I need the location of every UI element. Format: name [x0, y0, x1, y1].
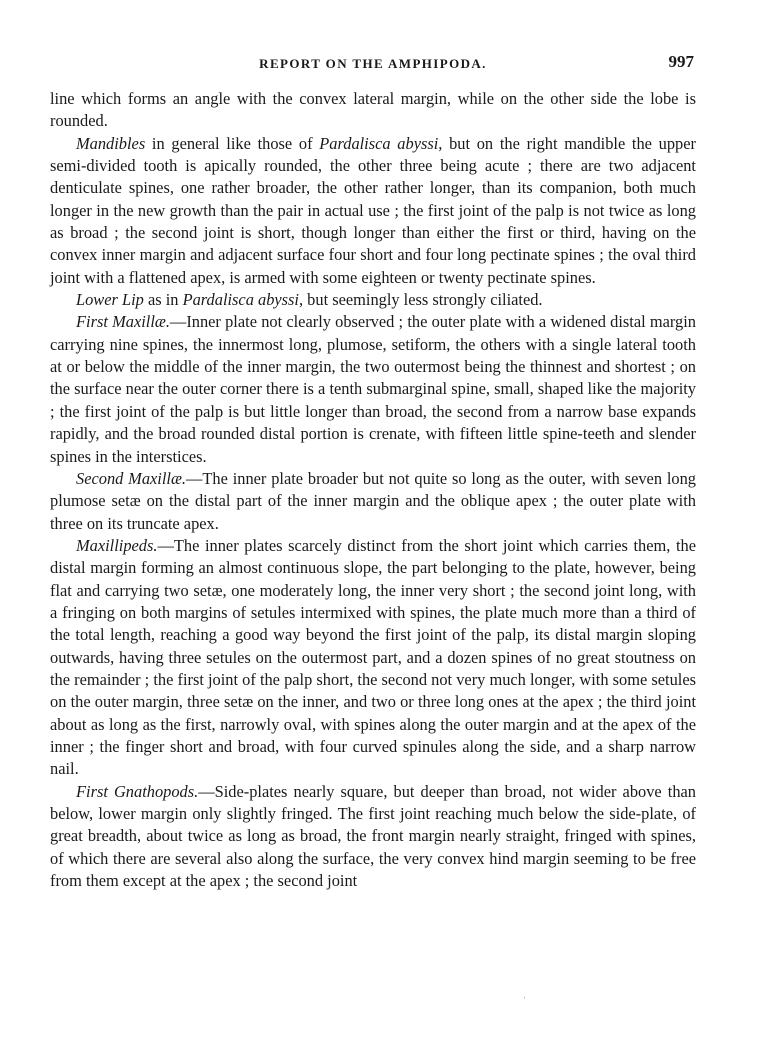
paragraph-mandibles [50, 133, 696, 289]
section-heading-maxillipeds: Maxillipeds. [76, 535, 158, 555]
section-heading-lower-lip: Lower Lip [76, 290, 144, 310]
paragraph-text: —Inner plate not clearly observed ; the outer plate with a widened distal margin carrying nine spines, the innermost long, plumose, setiform, the others with a single lateral tooth at or below the middle of the inner margin, the two outermost being the thinnest and shortest ; on the surface near the outer corner there is a tenth submarginal spine, small, shaped like the majority ; the first joint of the palp is but little longer than broad, the second from a narrow base expands rapidly, and the broad rounded distal portion is crenate, with fifteen little spine-teeth and slender spines in the interstices. [50, 312, 697, 466]
running-title: REPORT ON THE AMPHIPODA. [259, 56, 487, 71]
paragraph-lobe-continuation [50, 88, 696, 133]
section-heading-second-maxillae: Second Maxillæ. [76, 468, 186, 488]
section-heading-first-gnathopods: First Gnathopods. [76, 781, 199, 801]
page-header [50, 54, 696, 78]
paragraph-text: but on the right mandible the upper semi-divided tooth is apically rounded, the other three being acute ; there are two adjacent denticulate spines, one rather broader, the other rather longer, than its companion, both much longer in the new growth than the pair in actual use ; the first joint of the palp is not twice as long as broad ; the second joint is short, though longer than either the first or third, having on the convex inner margin and adjacent surface four short and four long pectinate spines ; the oval third joint with a flattened apex, is armed with some eighteen or twenty pectinate spines. [50, 133, 696, 287]
paragraph-first-maxillae [50, 311, 696, 467]
page-number: 997 [668, 52, 694, 71]
species-name: Pardalisca abyssi, [319, 133, 443, 153]
paragraph-first-gnathopods [50, 781, 696, 893]
paragraph-text: in general like those of [145, 133, 320, 153]
paragraph-lower-lip [50, 289, 696, 311]
paragraph-text: —Side-plates nearly square, but deeper than broad, not wider above than below, lower margin only slightly fringed. The first joint reaching much below the side-plate, of great breadth, about twice as long as broad, the front margin nearly straight, fringed with spines, of which there are several also along the surface, the very convex hind margin seeming to be free from them except at the apex ; the second joint [50, 781, 696, 891]
body-text [50, 88, 696, 892]
paragraph-text: —The inner plate broader but not quite so long as the outer, with seven long plumose setæ on the distal part of the inner margin and the oblique apex ; the outer plate with three on its truncate apex. [50, 468, 696, 533]
section-heading-mandibles: Mandibles [76, 133, 146, 153]
species-name: Pardalisca abyssi, [182, 290, 304, 310]
print-tick-mark: ˈ [523, 996, 527, 1007]
section-heading-first-maxillae: First Maxillæ. [76, 312, 170, 332]
paragraph-text: line which forms an angle with the convex lateral margin, while on the other side the lobe is rounded. [50, 89, 696, 131]
paragraph-second-maxillae [50, 468, 696, 535]
paragraph-text: as in [143, 290, 183, 310]
paragraph-maxillipeds [50, 535, 696, 781]
paragraph-text: —The inner plates scarcely distinct from the short joint which carries them, the distal margin forming an almost continuous slope, the part belonging to the plate, however, being flat and carrying two setæ, one moderately long, the inner very short ; the second joint long, with a fringing on both margins of setules intermixed with spines, the plate much more than a third of the total length, reaching a good way beyond the first joint of the palp, its distal margin sloping outwards, having three setules on the outermost part, and a dozen spines of no great stoutness on the remainder ; the first joint of the palp short, the second not very much longer, with some setules on the outer margin, three setæ on the inner, and two or three long ones at the apex ; the third joint about as long as the first, narrowly oval, with spines along the outer margin and at the apex of the inner ; the finger short and broad, with four curved spinules along the side, and a sharp narrow nail. [50, 535, 696, 779]
paragraph-text: but seemingly less strongly ciliated. [303, 290, 543, 310]
